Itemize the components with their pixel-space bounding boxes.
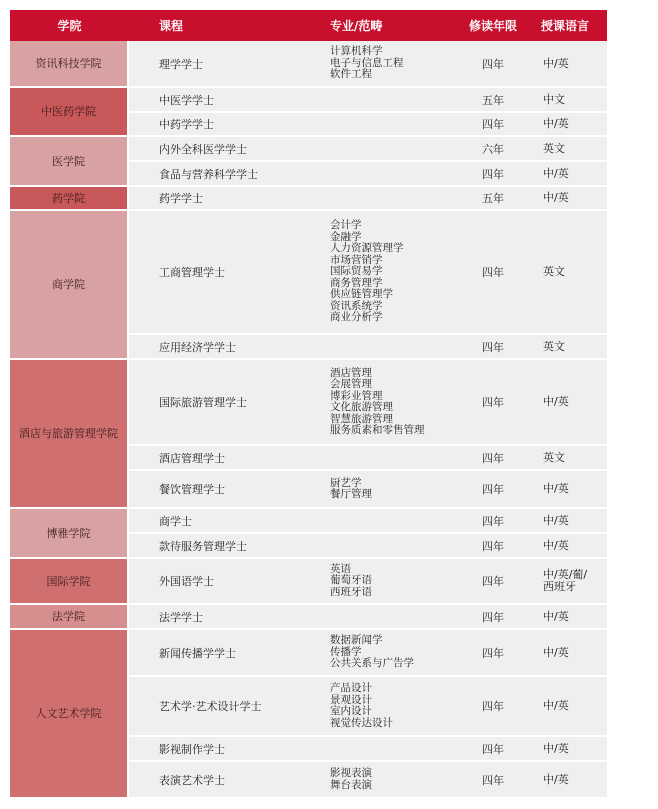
duration-cell: 四年 (455, 534, 531, 559)
duration-cell: 四年 (455, 471, 531, 509)
major-item: 会展管理 (330, 378, 372, 390)
language-line: 中/英 (543, 513, 569, 527)
language-line: 中/英 (543, 538, 569, 552)
major-item: 博彩业管理 (330, 389, 383, 402)
language-cell (531, 559, 607, 605)
major-item: 计算机科学 (330, 45, 383, 58)
duration-cell: 四年 (455, 360, 531, 446)
course-cell: 酒店管理学士 (129, 446, 287, 471)
language-line: 英文 (543, 265, 565, 278)
course-cell: 应用经济学学士 (129, 335, 287, 360)
major-cell (287, 335, 455, 360)
duration-cell: 四年 (455, 605, 531, 630)
major-item: 软件工程 (330, 68, 372, 81)
language-cell (531, 211, 607, 335)
major-cell (287, 762, 455, 799)
language-cell (531, 509, 607, 534)
program-table (10, 10, 607, 799)
duration-cell: 六年 (455, 137, 531, 162)
major-item: 国际贸易学 (330, 265, 383, 278)
program-table-body (10, 41, 607, 799)
language-line: 中/英 (543, 191, 569, 204)
course-cell: 外国语学士 (129, 559, 287, 605)
table-row (10, 360, 607, 446)
duration-cell: 四年 (455, 677, 531, 737)
major-item: 室内设计 (330, 705, 372, 717)
major-item: 资讯系统学 (330, 299, 383, 312)
major-cell (287, 446, 455, 471)
language-line: 中/英 (543, 772, 569, 786)
course-cell: 艺术学·艺术设计学士 (129, 677, 287, 737)
course-cell: 药学学士 (129, 187, 287, 211)
course-cell: 商学士 (129, 509, 287, 534)
language-line: 中/英 (543, 741, 569, 755)
language-cell (531, 88, 607, 113)
major-item: 智慧旅游管理 (330, 412, 393, 425)
language-cell (531, 446, 607, 471)
major-cell (287, 737, 455, 762)
major-item: 英语 (330, 562, 351, 575)
language-cell (531, 137, 607, 162)
duration-cell: 四年 (455, 113, 531, 137)
major-item: 公共关系与广告学 (330, 657, 414, 670)
language-line: 中/英 (543, 645, 569, 659)
major-item: 服务质素和零售管理 (330, 424, 425, 436)
college-cell: 人文艺术学院 (10, 630, 129, 799)
major-item: 葡萄牙语 (330, 574, 372, 587)
college-cell: 医学院 (10, 137, 129, 187)
major-cell (287, 41, 455, 88)
language-cell (531, 360, 607, 446)
course-cell: 理学学士 (129, 41, 287, 88)
table-row (10, 559, 607, 605)
table-row (10, 211, 607, 335)
header-major: 专业/范畴 (287, 10, 455, 41)
major-cell (287, 509, 455, 534)
college-cell: 商学院 (10, 211, 129, 360)
college-cell: 博雅学院 (10, 509, 129, 559)
language-line: 中/英/葡/ (543, 568, 588, 581)
duration-cell: 四年 (455, 509, 531, 534)
duration-cell: 四年 (455, 162, 531, 187)
table-row (10, 605, 607, 630)
language-cell (531, 41, 607, 88)
language-line: 中/英 (543, 609, 569, 623)
major-item: 舞台表演 (330, 778, 372, 791)
major-item: 金融学 (330, 230, 362, 243)
language-cell (531, 335, 607, 360)
course-cell: 影视制作学士 (129, 737, 287, 762)
language-cell (531, 471, 607, 509)
language-cell (531, 113, 607, 137)
major-cell (287, 211, 455, 335)
language-cell (531, 630, 607, 677)
major-cell (287, 360, 455, 446)
language-line: 中/英 (543, 56, 569, 70)
header-language: 授课语言 (531, 10, 607, 41)
table-row (10, 41, 607, 88)
language-line: 中/英 (543, 482, 569, 495)
language-line: 英文 (543, 450, 565, 464)
language-cell (531, 605, 607, 630)
college-cell: 酒店与旅游管理学院 (10, 360, 129, 509)
language-cell (531, 737, 607, 762)
duration-cell: 四年 (455, 211, 531, 335)
major-item: 电子与信息工程 (330, 56, 404, 69)
major-cell (287, 534, 455, 559)
major-item: 厨艺学 (330, 476, 362, 489)
header-row (10, 10, 607, 41)
table-row (10, 137, 607, 162)
college-cell: 药学院 (10, 187, 129, 211)
language-cell (531, 162, 607, 187)
duration-cell: 五年 (455, 88, 531, 113)
major-item: 人力资源管理学 (330, 242, 404, 255)
major-item: 数据新闻学 (330, 634, 383, 647)
duration-cell: 四年 (455, 737, 531, 762)
language-cell (531, 762, 607, 799)
duration-cell: 四年 (455, 446, 531, 471)
course-cell: 表演艺术学士 (129, 762, 287, 799)
program-table-container (10, 10, 607, 799)
language-cell (531, 534, 607, 559)
major-item: 市场营销学 (330, 253, 383, 266)
table-row (10, 630, 607, 677)
language-cell (531, 677, 607, 737)
language-line: 中/英 (543, 395, 569, 408)
duration-cell: 四年 (455, 630, 531, 677)
course-cell: 款待服务管理学士 (129, 534, 287, 559)
course-cell: 法学学士 (129, 605, 287, 630)
course-cell: 中医学学士 (129, 88, 287, 113)
duration-cell: 四年 (455, 762, 531, 799)
major-cell (287, 605, 455, 630)
course-cell: 内外全科医学学士 (129, 137, 287, 162)
major-cell (287, 630, 455, 677)
header-college: 学院 (10, 10, 129, 41)
major-cell (287, 471, 455, 509)
major-cell (287, 88, 455, 113)
language-line: 西班牙 (543, 580, 576, 593)
duration-cell: 五年 (455, 187, 531, 211)
major-item: 酒店管理 (330, 366, 372, 379)
major-item: 会计学 (330, 219, 362, 232)
major-cell (287, 559, 455, 605)
college-cell: 资讯科技学院 (10, 41, 129, 88)
major-item: 供应链管理学 (330, 288, 393, 301)
course-cell: 新闻传播学学士 (129, 630, 287, 677)
duration-cell: 四年 (455, 41, 531, 88)
major-item: 商务管理学 (330, 276, 383, 289)
duration-cell: 四年 (455, 335, 531, 360)
language-line: 英文 (543, 141, 565, 155)
major-cell (287, 677, 455, 737)
course-cell: 餐饮管理学士 (129, 471, 287, 509)
major-item: 文化旅游管理 (330, 401, 393, 413)
language-line: 中/英 (543, 166, 569, 180)
major-item: 餐厅管理 (330, 488, 372, 500)
major-item: 商业分析学 (330, 311, 383, 324)
major-cell (287, 187, 455, 211)
table-row (10, 509, 607, 534)
college-cell: 国际学院 (10, 559, 129, 605)
major-item: 视觉传达设计 (330, 716, 393, 729)
course-cell: 工商管理学士 (129, 211, 287, 335)
major-item: 传播学 (330, 645, 362, 658)
course-cell: 国际旅游管理学士 (129, 360, 287, 446)
major-item: 西班牙语 (330, 585, 372, 598)
major-item: 产品设计 (330, 682, 372, 694)
language-line: 中/英 (543, 117, 569, 130)
header-duration: 修读年限 (455, 10, 531, 41)
major-cell (287, 162, 455, 187)
major-item: 影视表演 (330, 767, 372, 779)
course-cell: 食品与营养科学学士 (129, 162, 287, 187)
table-row (10, 187, 607, 211)
language-line: 英文 (543, 339, 565, 353)
language-line: 中/英 (543, 699, 569, 712)
major-cell (287, 113, 455, 137)
course-cell: 中药学学士 (129, 113, 287, 137)
major-item: 景观设计 (330, 693, 372, 706)
language-line: 中文 (543, 92, 565, 106)
language-cell (531, 187, 607, 211)
table-row (10, 88, 607, 113)
header-course: 课程 (129, 10, 287, 41)
major-cell (287, 137, 455, 162)
duration-cell: 四年 (455, 559, 531, 605)
college-cell: 法学院 (10, 605, 129, 630)
college-cell: 中医药学院 (10, 88, 129, 137)
